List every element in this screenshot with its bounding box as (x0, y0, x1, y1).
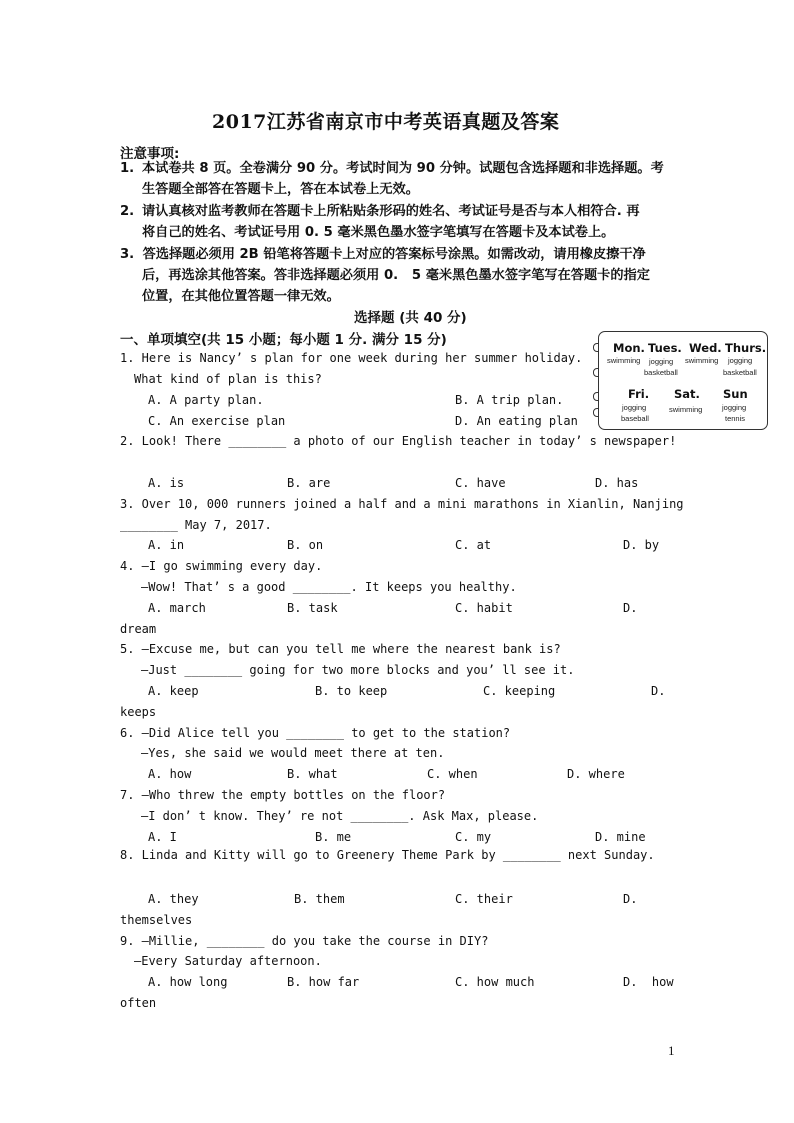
question-7-option-c: C. my (455, 830, 492, 844)
question-9-stem-cont: —Every Saturday afternoon. (134, 954, 322, 968)
section-title: 选择题 (共 40 分) (354, 310, 467, 326)
question-7-stem: 7. —Who threw the empty bottles on the floor? (120, 788, 446, 802)
question-5-option-a: A. keep (148, 684, 199, 698)
question-7-option-a: A. I (148, 830, 177, 844)
question-4-option-d: D. (623, 601, 638, 615)
question-8-option-d: D. (623, 892, 638, 906)
question-3-option-c: C. at (455, 538, 492, 552)
question-3-stem: 3. Over 10, 000 runners joined a half and a mini marathons in Xianlin, Nanjing (120, 497, 684, 511)
calendar-activity: swimming (669, 405, 703, 414)
calendar-activity: basketball (723, 368, 757, 377)
question-4-option-a: A. march (148, 601, 206, 615)
calendar-activity: swimming (607, 356, 641, 365)
note-3-line-1: 答选择题必须用 2B 铅笔将答题卡上对应的答案标号涂黑。如需改动，请用橡皮擦干净 (138, 247, 646, 262)
question-3-option-d: D. by (623, 538, 660, 552)
question-6-stem: 6. —Did Alice tell you ________ to get to the station? (120, 726, 511, 740)
question-4-option-c: C. habit (455, 601, 513, 615)
question-8-option-b: B. them (294, 892, 345, 906)
note-1-num: 1. (120, 161, 135, 176)
question-5-option-d: D. (651, 684, 666, 698)
note-3-num: 3. (120, 247, 135, 262)
question-4-option-b: B. task (287, 601, 338, 615)
question-8-option-c: C. their (455, 892, 513, 906)
part-title: 一、单项填空(共 15 小题；每小题 1 分. 满分 15 分) (120, 332, 447, 348)
note-3-line-2: 后，再选涂其他答案。答非选择题必须用 0. 5 毫米黑色墨水签字笔写在答题卡的指定 (142, 268, 650, 283)
calendar-activity: jogging (649, 357, 674, 366)
calendar-day: Wed. (689, 341, 722, 355)
question-2-stem: 2. Look! There ________ a photo of our English teacher in today’ s newspaper! (120, 434, 677, 448)
calendar-activity: tennis (725, 414, 746, 423)
note-1-line-2: 生答题全部答在答题卡上，答在本试卷上无效。 (142, 182, 419, 197)
question-9-option-d: D. how (623, 975, 674, 989)
weekly-plan-calendar (598, 331, 768, 430)
question-6-stem-cont: —Yes, she said we would meet there at ten. (141, 746, 445, 760)
question-7-option-d: D. mine (595, 830, 646, 844)
calendar-activity: jogging (722, 403, 747, 412)
question-6-option-b: B. what (287, 767, 338, 781)
question-5-option-d-text: keeps (120, 705, 157, 719)
note-3-line-3: 位置，在其他位置答题一律无效。 (142, 289, 340, 304)
question-6-option-c: C. when (427, 767, 478, 781)
calendar-day: Sun (723, 387, 748, 401)
calendar-activity: basketball (644, 368, 678, 377)
page-title: 2017江苏省南京市中考英语真题及答案 (212, 111, 560, 133)
question-9-stem: 9. —Millie, ________ do you take the course in DIY? (120, 934, 489, 948)
question-4-stem: 4. —I go swimming every day. (120, 559, 323, 573)
question-9-option-c: C. how much (455, 975, 535, 989)
calendar-activity: baseball (621, 414, 649, 423)
question-9-option-b: B. how far (287, 975, 360, 989)
question-4-stem-cont: —Wow! That’ s a good ________. It keeps you healthy. (141, 580, 517, 594)
question-1-stem: 1. Here is Nancy’ s plan for one week during her summer holiday. (120, 351, 583, 365)
question-1-option-c: C. An exercise plan (148, 414, 286, 428)
note-2-line-2: 将自己的姓名、考试证号用 0. 5 毫米黑色墨水签字笔填写在答题卡及本试卷上。 (142, 225, 615, 240)
question-5-stem-cont: —Just ________ going for two more blocks and you’ ll see it. (141, 663, 575, 677)
calendar-day: Tues. (648, 341, 682, 355)
question-9-option-d-text: often (120, 996, 157, 1010)
question-5-option-c: C. keeping (483, 684, 556, 698)
question-2-option-a: A. is (148, 476, 185, 490)
question-5-stem: 5. —Excuse me, but can you tell me where the nearest bank is? (120, 642, 561, 656)
calendar-day: Sat. (674, 387, 700, 401)
question-5-option-b: B. to keep (315, 684, 388, 698)
question-6-option-a: A. how (148, 767, 192, 781)
calendar-day: Thurs. (725, 341, 767, 355)
question-7-option-b: B. me (315, 830, 352, 844)
question-8-option-d-text: themselves (120, 913, 193, 927)
question-1-option-b: B. A trip plan. (455, 393, 564, 407)
note-1-line-1: 本试卷共 8 页。全卷满分 90 分。考试时间为 90 分钟。试题包含选择题和非选择题。考 (142, 161, 664, 176)
question-1-stem-cont: What kind of plan is this? (134, 372, 322, 386)
notes-heading: 注意事项: (120, 146, 180, 162)
calendar-day: Fri. (628, 387, 650, 401)
question-4-option-d-text: dream (120, 622, 157, 636)
question-7-stem-cont: —I don’ t know. They’ re not ________. Ask Max, please. (141, 809, 539, 823)
question-2-option-b: B. are (287, 476, 331, 490)
question-9-option-a: A. how long (148, 975, 228, 989)
note-2-num: 2. (120, 204, 135, 219)
question-1-option-d: D. An eating plan (455, 414, 578, 428)
note-2-line-1: 请认真核对监考教师在答题卡上所粘贴条形码的姓名、考试证号是否与本人相符合. 再 (142, 204, 640, 219)
question-3-option-b: B. on (287, 538, 324, 552)
page-number: 1 (668, 1043, 675, 1058)
question-8-stem: 8. Linda and Kitty will go to Greenery Theme Park by ________ next Sunday. (120, 848, 655, 862)
question-1-option-a: A. A party plan. (148, 393, 264, 407)
question-8-option-a: A. they (148, 892, 199, 906)
calendar-day: Mon. (613, 341, 645, 355)
calendar-activity: swimming (685, 356, 719, 365)
question-3-option-a: A. in (148, 538, 185, 552)
calendar-activity: jogging (622, 403, 647, 412)
question-2-option-d: D. has (595, 476, 639, 490)
question-3-stem-cont: ________ May 7, 2017. (120, 518, 272, 532)
calendar-activity: jogging (728, 356, 753, 365)
question-2-option-c: C. have (455, 476, 506, 490)
question-6-option-d: D. where (567, 767, 625, 781)
